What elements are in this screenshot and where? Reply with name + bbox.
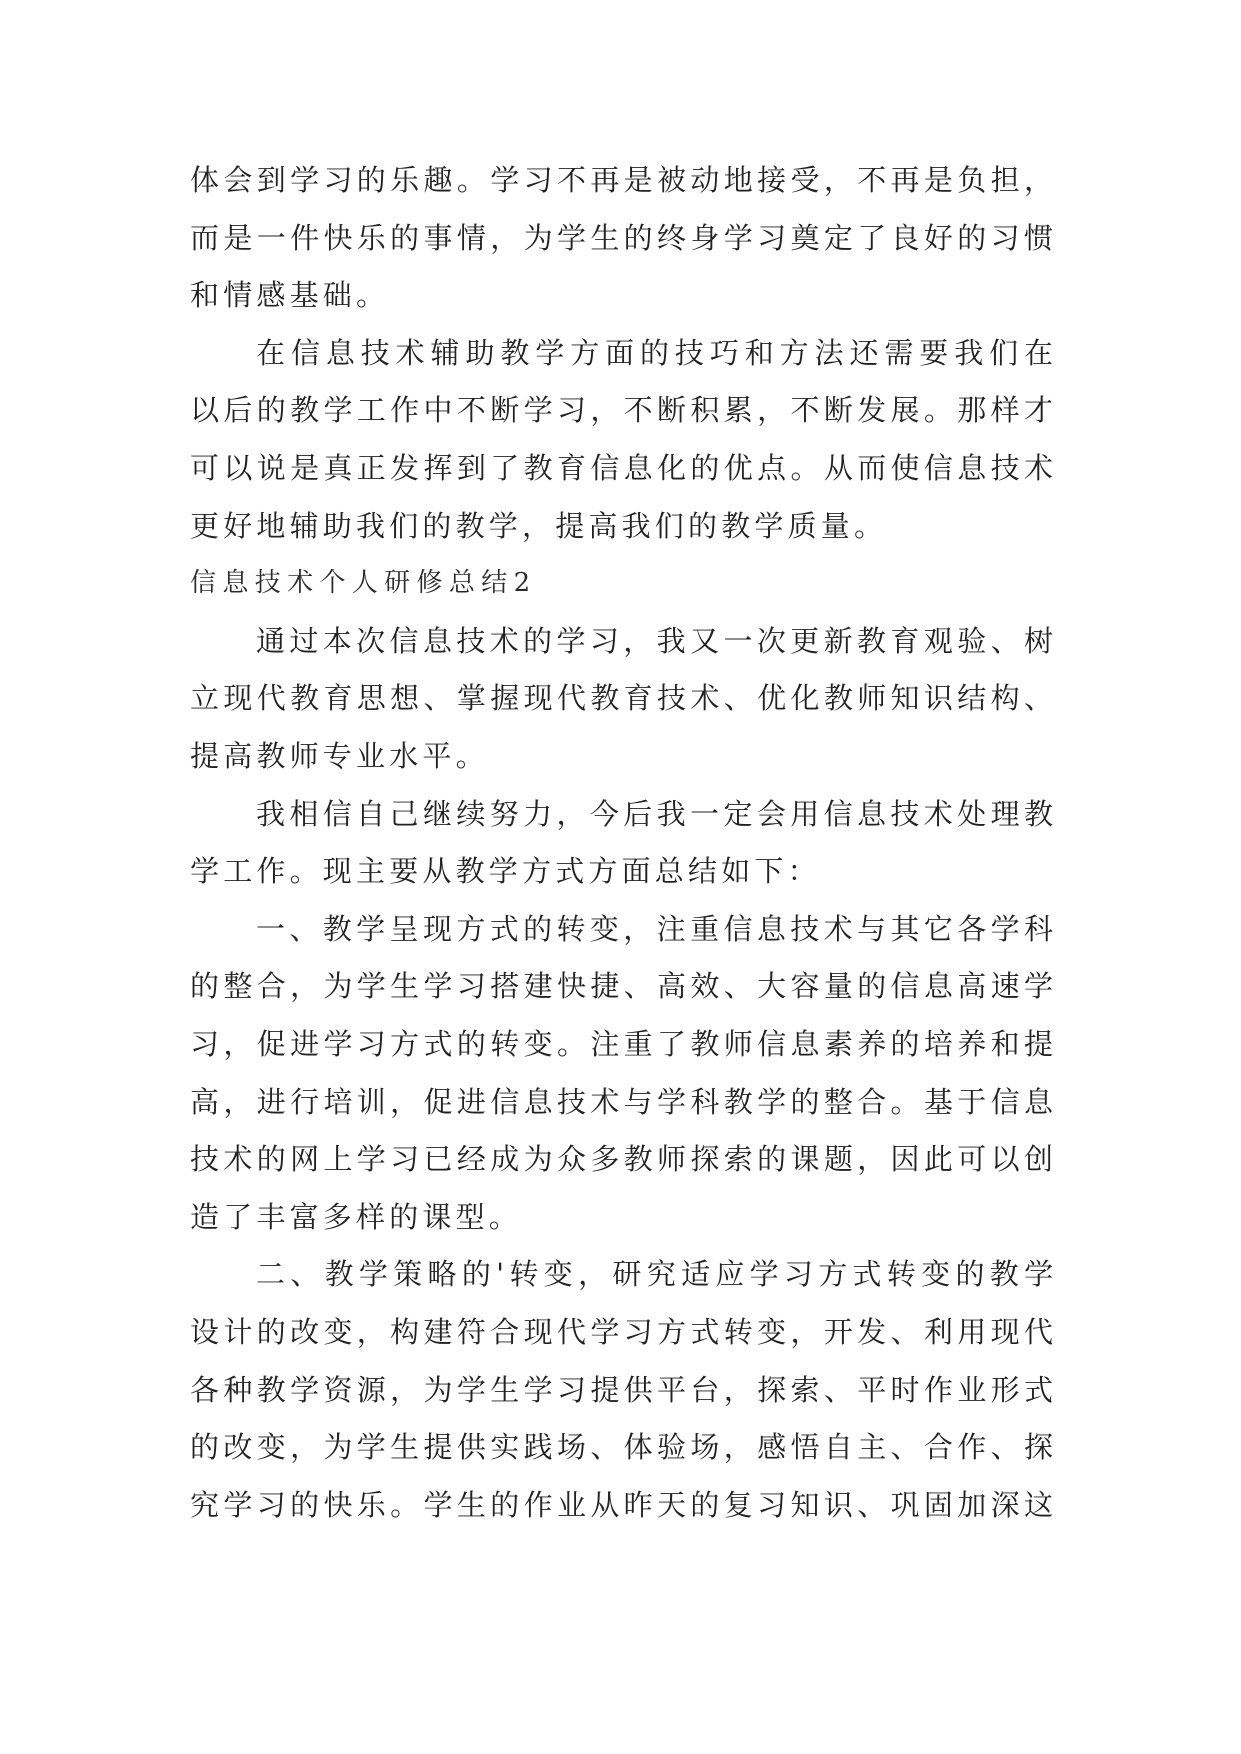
body-text-line: 和情感基础。 [190, 278, 390, 312]
section-heading: 信息技术个人研修总结2 [190, 568, 537, 598]
body-text-line: 的整合，为学生学习搭建快捷、高效、大容量的信息高速学 [190, 969, 1058, 1003]
body-text-line: 立现代教育思想、掌握现代教育技术、优化教师知识结构、 [190, 681, 1058, 715]
body-text-line: 高，进行培训，促进信息技术与学科教学的整合。基于信息 [190, 1085, 1058, 1119]
body-text-line: 可以说是真正发挥到了教育信息化的优点。从而使信息技术 [190, 451, 1058, 485]
body-text-line: 造了丰富多样的课型。 [190, 1200, 523, 1234]
body-text-line: 而是一件快乐的事情，为学生的终身学习奠定了良好的习惯 [190, 221, 1058, 255]
body-text-line: 学工作。现主要从教学方式方面总结如下： [190, 854, 821, 888]
body-text-line: 一、教学呈现方式的转变，注重信息技术与其它各学科 [256, 912, 1058, 946]
body-text-line: 我相信自己继续努力，今后我一定会用信息技术处理教 [256, 797, 1058, 831]
body-text-line: 二、教学策略的'转变，研究适应学习方式转变的教学 [256, 1257, 1059, 1291]
body-text-line: 更好地辅助我们的教学，提高我们的教学质量。 [190, 509, 888, 543]
body-text-line: 各种教学资源，为学生学习提供平台，探索、平时作业形式 [190, 1373, 1058, 1407]
body-text-line: 的改变，为学生提供实践场、体验场，感悟自主、合作、探 [190, 1430, 1058, 1464]
body-text-line: 习，促进学习方式的转变。注重了教师信息素养的培养和提 [190, 1027, 1058, 1061]
body-text-line: 在信息技术辅助教学方面的技巧和方法还需要我们在 [256, 336, 1059, 370]
body-text-line: 设计的改变，构建符合现代学习方式转变，开发、利用现代 [190, 1315, 1058, 1349]
body-text-line: 技术的网上学习已经成为众多教师探索的课题，因此可以创 [190, 1142, 1058, 1176]
body-text-line: 通过本次信息技术的学习，我又一次更新教育观验、树 [256, 624, 1058, 658]
body-text-line: 体会到学习的乐趣。学习不再是被动地接受，不再是负担， [190, 163, 1058, 197]
body-text-line: 提高教师专业水平。 [190, 739, 489, 773]
body-text-line: 以后的教学工作中不断学习，不断积累，不断发展。那样才 [190, 393, 1058, 427]
body-text-line: 究学习的快乐。学生的作业从昨天的复习知识、巩固加深这 [190, 1488, 1058, 1522]
